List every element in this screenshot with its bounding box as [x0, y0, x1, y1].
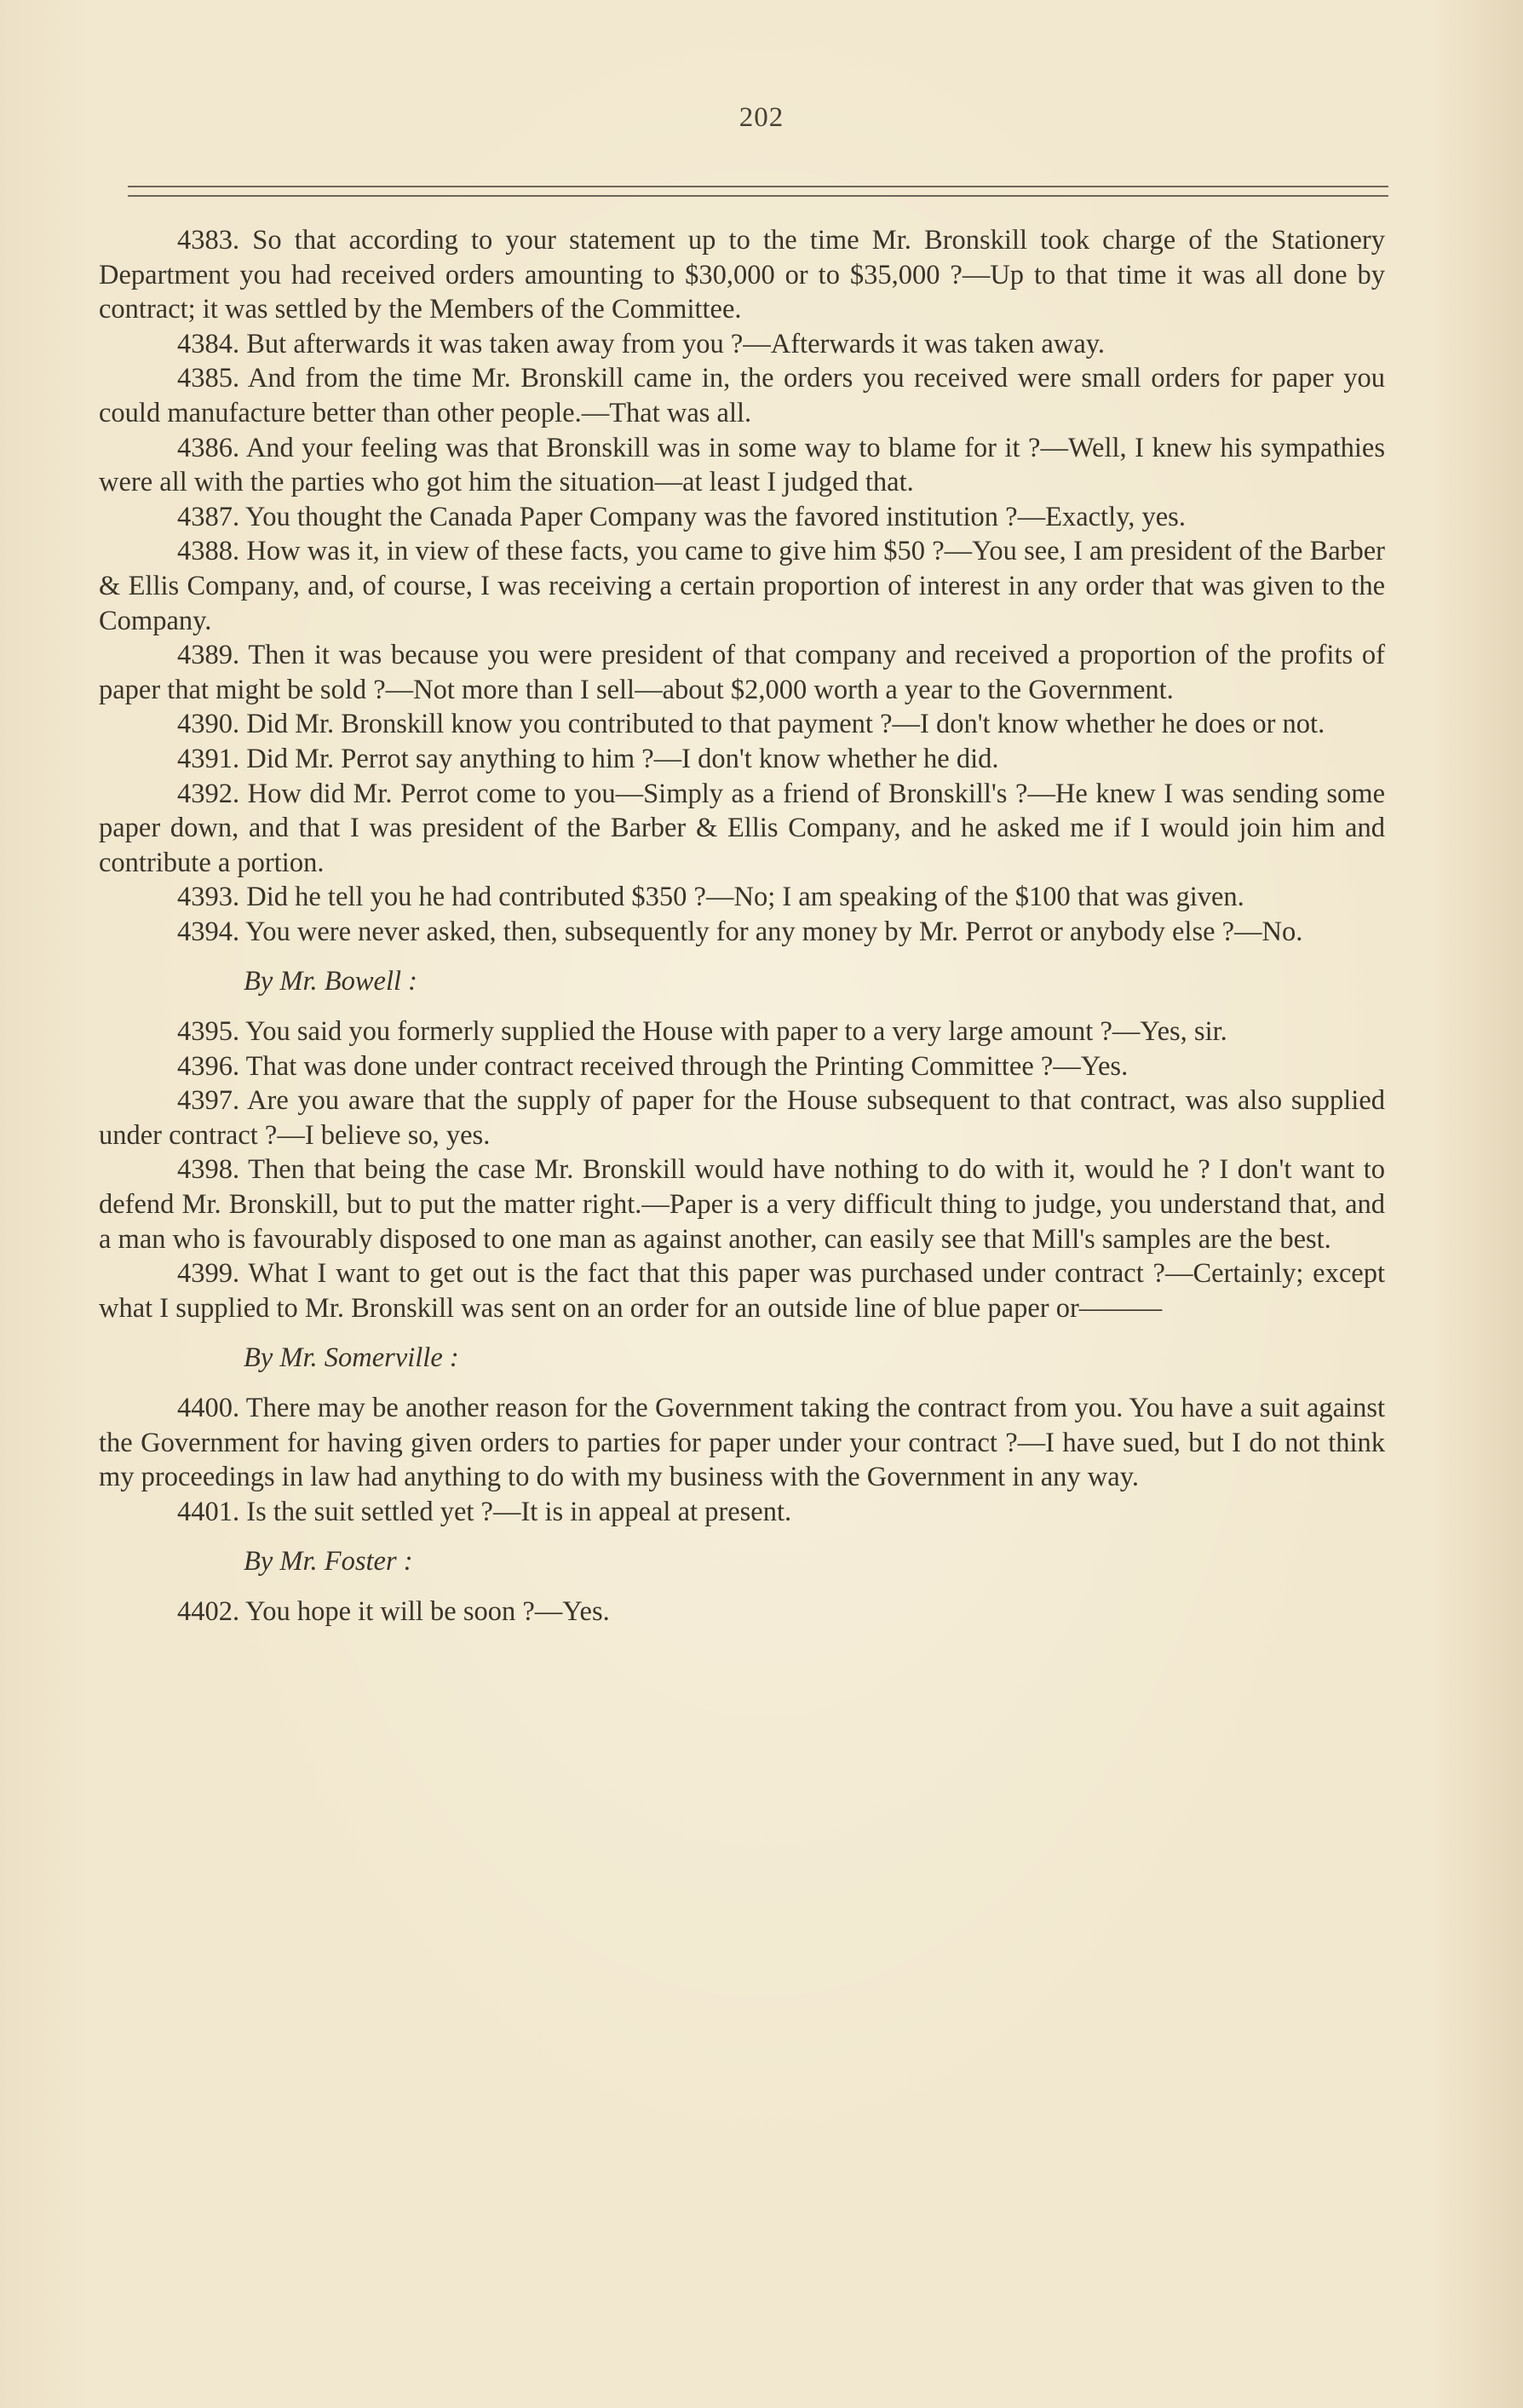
- testimony-paragraph: 4395. You said you formerly supplied the House with paper to a very large amount ?—Yes, sir.: [177, 1016, 1227, 1048]
- testimony-paragraph: 4390. Did Mr. Bronskill know you contributed to that payment ?—I don't know whether he does or not.: [177, 709, 1325, 740]
- testimony-paragraph: 4393. Did he tell you he had contributed $350 ?—No; I am speaking of the $100 that was given.: [177, 882, 1244, 913]
- header-rule: [128, 186, 1388, 187]
- testimony-paragraph: 4400. There may be another reason for the Government taking the contract from you. You have a suit against the Government for having given orders to parties for paper under your contract ?—I have sued, but I do not think my proceedings in law had anything to do with my business with the Government in any way.: [99, 1393, 1385, 1493]
- testimony-paragraph: 4384. But afterwards it was taken away from you ?—Afterwards it was taken away.: [177, 328, 1106, 359]
- testimony-paragraph: 4391. Did Mr. Perrot say anything to him ?—I don't know whether he did.: [177, 743, 999, 774]
- testimony-paragraph: 4388. How was it, in view of these facts, you came to give him $50 ?—You see, I am president of the Barber & Ellis Company, and, of course, I was receiving a certain proportion of interest in any order that was given to the Company.: [99, 536, 1385, 636]
- speaker-heading: By Mr. Foster :: [244, 1546, 413, 1578]
- testimony-paragraph: 4392. How did Mr. Perrot come to you—Simply as a friend of Bronskill's ?—He knew I was sending some paper down, and that I was president of the Barber & Ellis Company, and he asked me if I would join him and contribute a portion.: [99, 778, 1385, 878]
- testimony-paragraph: 4383. So that according to your statement up to the time Mr. Bronskill took charge of the Stationery Department you had received orders amounting to $30,000 or to $35,000 ?—Up to that time it was all done by contract; it was settled by the Members of the Committee.: [99, 225, 1385, 325]
- testimony-paragraph: 4397. Are you aware that the supply of paper for the House subsequent to that contract, was also supplied under contract ?—I believe so, yes.: [99, 1085, 1385, 1151]
- testimony-body: [99, 223, 1385, 1629]
- speaker-heading: By Mr. Bowell :: [244, 966, 417, 997]
- testimony-paragraph: 4402. You hope it will be soon ?—Yes.: [177, 1595, 610, 1627]
- testimony-paragraph: 4386. And your feeling was that Bronskill was in some way to blame for it ?—Well, I knew his sympathies were all with the parties who got him the situation—at least I judged that.: [99, 432, 1385, 498]
- page-number: 202: [739, 102, 784, 133]
- speaker-heading: By Mr. Somerville :: [244, 1342, 459, 1374]
- testimony-paragraph: 4401. Is the suit settled yet ?—It is in appeal at present.: [177, 1496, 792, 1527]
- testimony-paragraph: 4398. Then that being the case Mr. Bronskill would have nothing to do with it, would he ? I don't want to defend Mr. Bronskill, but to put the matter right.—Paper is a very difficult thing to judge, you understand that, and a man who is favourably disposed to one man as against another, can easily see that Mill's samples are the best.: [99, 1154, 1385, 1255]
- testimony-paragraph: 4394. You were never asked, then, subsequently for any money by Mr. Perrot or anybody else ?—No.: [177, 916, 1303, 947]
- testimony-paragraph: 4399. What I want to get out is the fact that this paper was purchased under contract ?—Certainly; except what I supplied to Mr. Bronskill was sent on an order for an outside line of blue paper or———: [99, 1258, 1385, 1324]
- testimony-paragraph: 4387. You thought the Canada Paper Company was the favored institution ?—Exactly, yes.: [177, 501, 1186, 532]
- testimony-paragraph: 4389. Then it was because you were president of that company and received a proportion of the profits of paper that might be sold ?—Not more than I sell—about $2,000 worth a year to the Government.: [99, 640, 1385, 705]
- header-rule-secondary: [128, 195, 1388, 197]
- testimony-paragraph: 4396. That was done under contract received through the Printing Committee ?—Yes.: [177, 1050, 1129, 1082]
- testimony-paragraph: 4385. And from the time Mr. Bronskill came in, the orders you received were small orders for paper you could manufacture better than other people.—That was all.: [99, 363, 1385, 428]
